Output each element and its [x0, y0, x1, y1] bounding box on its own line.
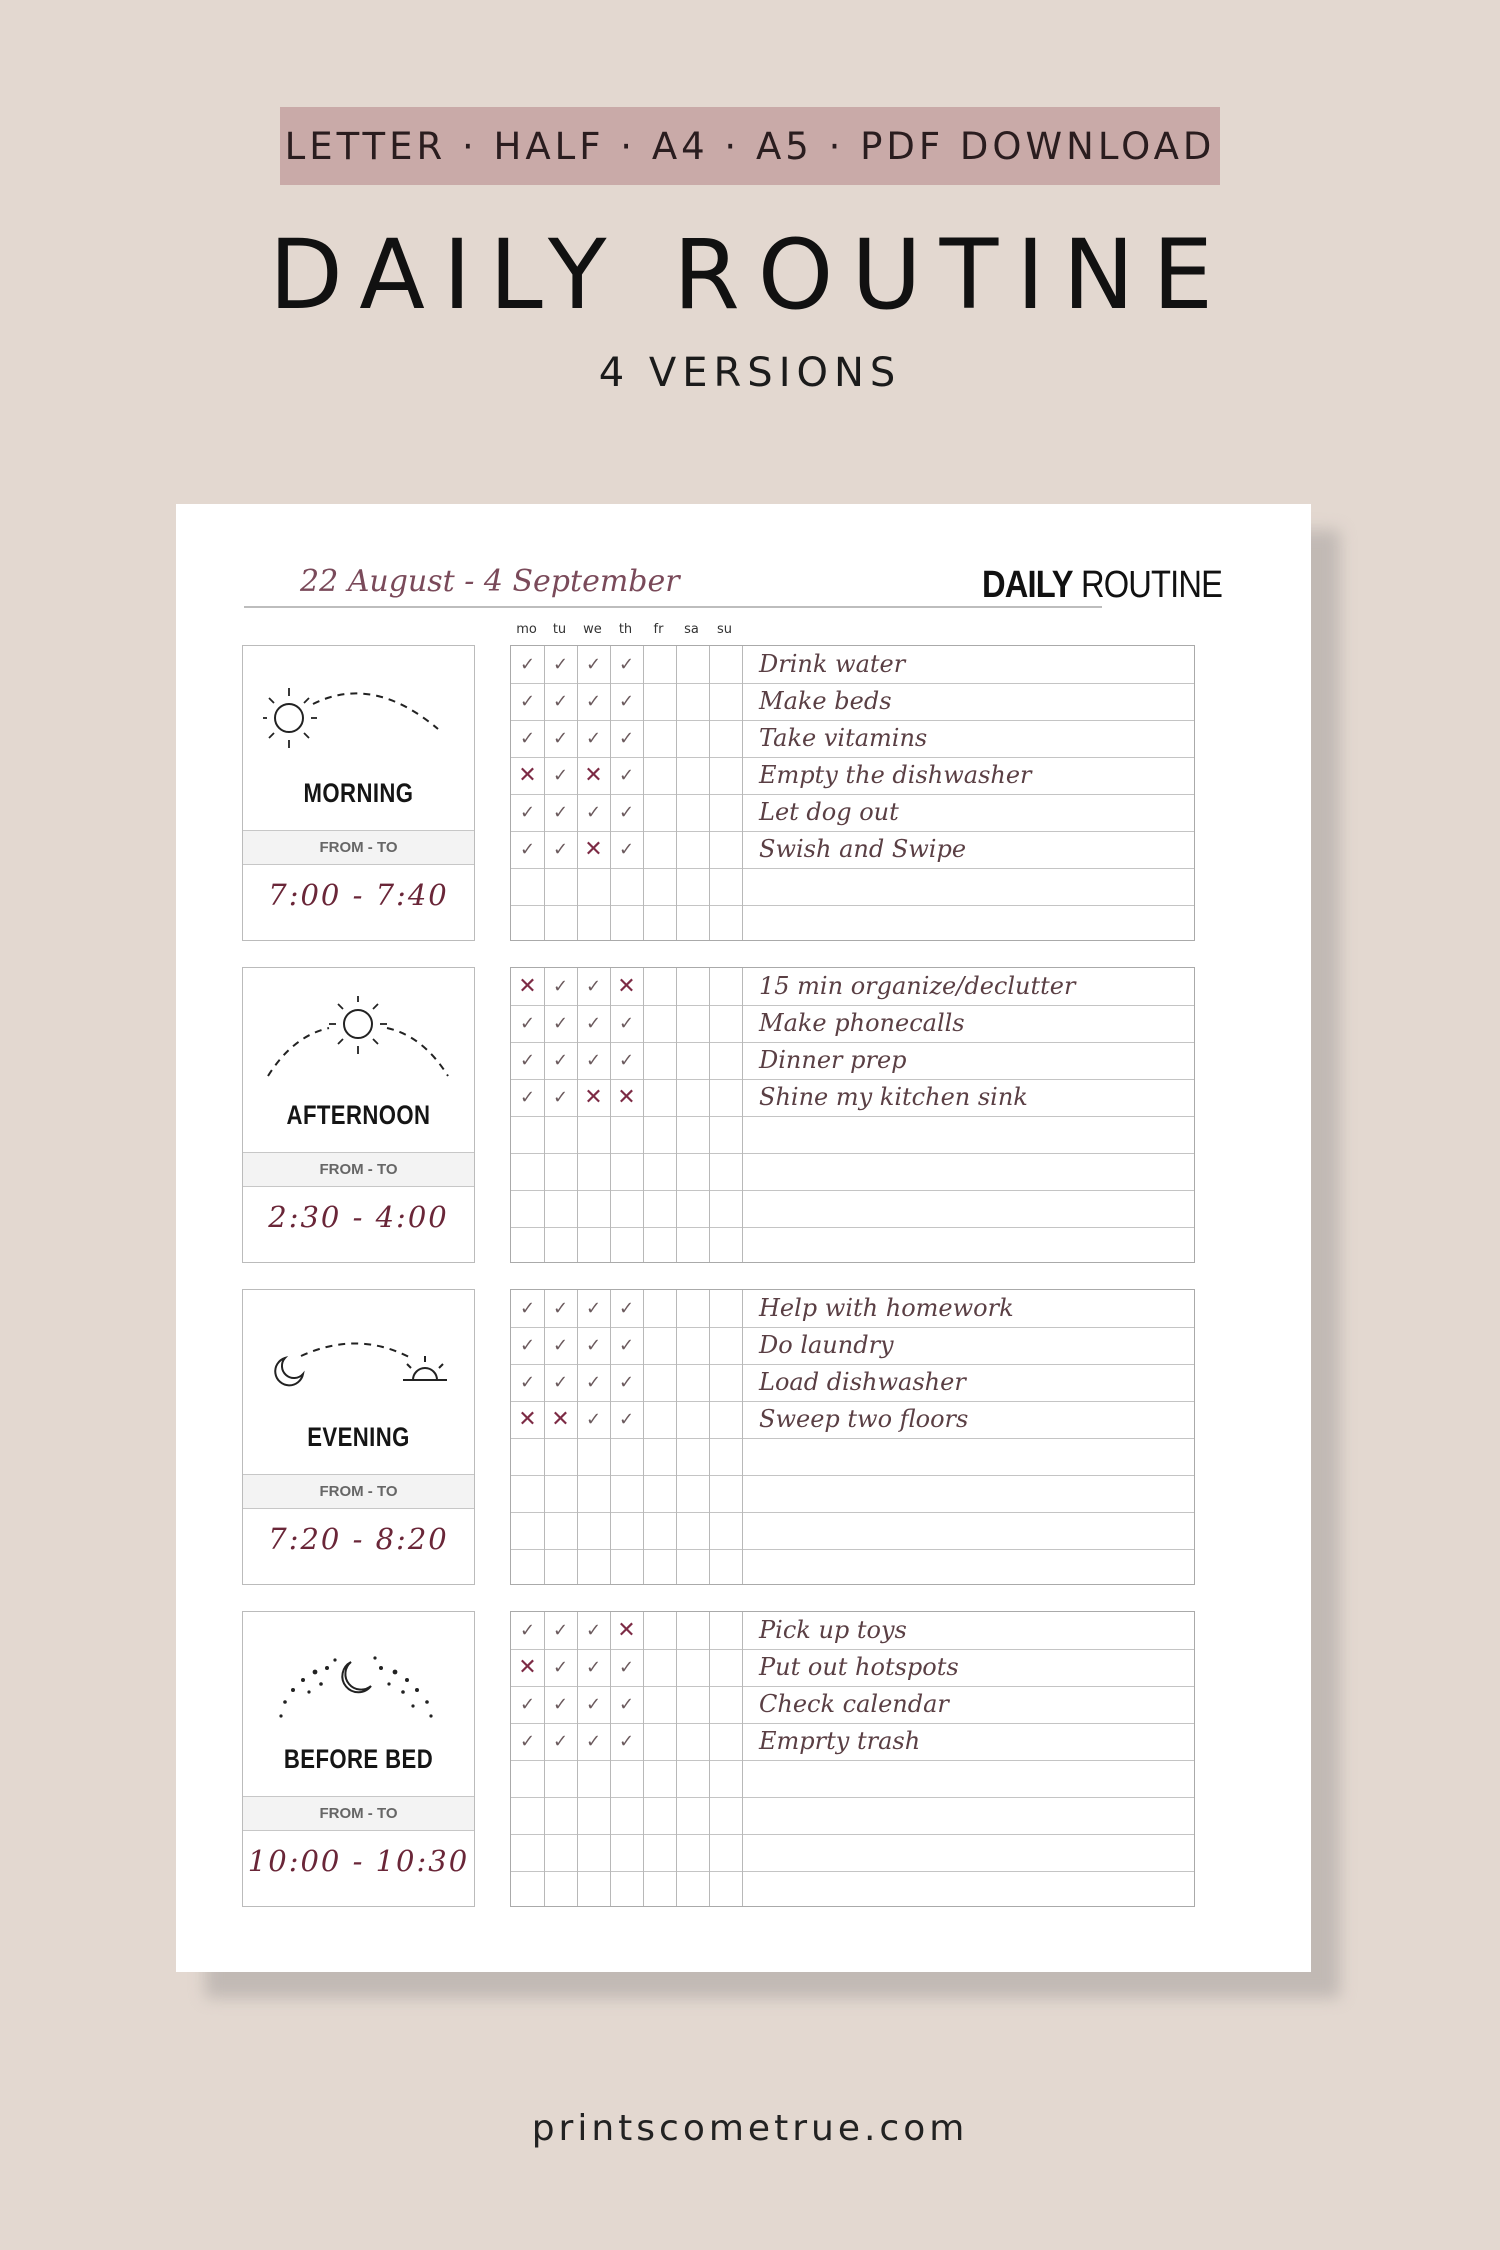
check-mark-icon[interactable]: ✓ [552, 1050, 569, 1071]
check-mark-icon[interactable]: ✓ [585, 1013, 602, 1034]
planner-sheet [176, 504, 1311, 1972]
check-mark-icon[interactable]: ✓ [519, 1298, 536, 1319]
page-subtitle: 4 VERSIONS [598, 350, 902, 396]
check-mark-icon[interactable]: ✓ [585, 1409, 602, 1430]
check-mark-icon[interactable]: ✓ [519, 654, 536, 675]
check-mark-icon[interactable]: ✓ [552, 1087, 569, 1108]
check-mark-icon[interactable]: ✓ [618, 1657, 635, 1678]
checklist-grid-evening [510, 1289, 1195, 1585]
x-mark-icon[interactable]: ✕ [584, 837, 603, 862]
check-mark-icon[interactable]: ✓ [552, 1731, 569, 1752]
task-row [511, 1327, 1194, 1364]
moon-stars-icon [263, 1640, 453, 1730]
grid-row-line [511, 1116, 1194, 1117]
sheet-title-bold: DAILY [982, 564, 1073, 606]
check-mark-icon[interactable]: ✓ [585, 1620, 602, 1641]
x-mark-icon[interactable]: ✕ [518, 974, 537, 999]
check-mark-icon[interactable]: ✓ [618, 1409, 635, 1430]
task-text: Empty the dishwasher [759, 761, 1032, 789]
task-text: Help with homework [759, 1294, 1014, 1322]
task-text: Dinner prep [759, 1046, 907, 1074]
x-mark-icon[interactable]: ✕ [518, 1407, 537, 1432]
check-mark-icon[interactable]: ✓ [552, 691, 569, 712]
grid-row-line [511, 905, 1194, 906]
task-text: Make phonecalls [759, 1009, 965, 1037]
time-range: 10:00 - 10:30 [247, 1844, 470, 1878]
checklist-grid-before-bed [510, 1611, 1195, 1907]
grid-row-line [511, 1190, 1194, 1191]
task-text: Drink water [759, 650, 906, 678]
task-text: Sweep two floors [759, 1405, 969, 1433]
task-row [511, 831, 1194, 868]
task-row [511, 968, 1194, 1005]
from-to-label: FROM - TO [243, 1796, 474, 1831]
task-text: Take vitamins [759, 724, 928, 752]
grid-row-line [511, 1512, 1194, 1513]
format-banner [280, 107, 1220, 185]
page-title: DAILY ROUTINE [268, 219, 1232, 331]
task-text: Load dishwasher [759, 1368, 966, 1396]
from-to-label: FROM - TO [243, 1474, 474, 1509]
grid-row-line [511, 1438, 1194, 1439]
check-mark-icon[interactable]: ✓ [519, 839, 536, 860]
section-card-before-bed [242, 1611, 475, 1907]
section-card-morning [242, 645, 475, 941]
check-mark-icon[interactable]: ✓ [618, 765, 635, 786]
task-text: Pick up toys [759, 1616, 907, 1644]
check-mark-icon[interactable]: ✓ [618, 1298, 635, 1319]
time-range: 7:00 - 7:40 [268, 878, 449, 912]
check-mark-icon[interactable]: ✓ [618, 1731, 635, 1752]
section-label: BEFORE BED [283, 1744, 434, 1774]
section-card-afternoon [242, 967, 475, 1263]
task-row [511, 1649, 1194, 1686]
x-mark-icon[interactable]: ✕ [518, 763, 537, 788]
day-label-we: we [583, 622, 602, 637]
check-mark-icon[interactable]: ✓ [519, 1050, 536, 1071]
check-mark-icon[interactable]: ✓ [585, 654, 602, 675]
sunrise-icon [263, 674, 453, 764]
format-banner-text: LETTER · HALF · A4 · A5 · PDF DOWNLOAD [284, 124, 1216, 168]
check-mark-icon[interactable]: ✓ [552, 1013, 569, 1034]
task-row [511, 1723, 1194, 1760]
check-mark-icon[interactable]: ✓ [585, 1050, 602, 1071]
check-mark-icon[interactable]: ✓ [519, 1087, 536, 1108]
task-text: Check calendar [759, 1690, 949, 1718]
check-mark-icon[interactable]: ✓ [519, 1372, 536, 1393]
day-label-mo: mo [516, 622, 537, 637]
check-mark-icon[interactable]: ✓ [618, 802, 635, 823]
grid-row-line [511, 1153, 1194, 1154]
task-text: Do laundry [759, 1331, 894, 1359]
grid-row-line [511, 1549, 1194, 1550]
from-to-label: FROM - TO [243, 830, 474, 865]
check-mark-icon[interactable]: ✓ [552, 1694, 569, 1715]
day-label-tu: tu [552, 622, 567, 637]
task-text: Emprty trash [759, 1727, 921, 1755]
check-mark-icon[interactable]: ✓ [552, 1335, 569, 1356]
check-mark-icon[interactable]: ✓ [552, 654, 569, 675]
task-text: 15 min organize/declutter [759, 972, 1076, 1000]
check-mark-icon[interactable]: ✓ [519, 802, 536, 823]
task-text: Shine my kitchen sink [759, 1083, 1028, 1111]
check-mark-icon[interactable]: ✓ [618, 839, 635, 860]
section-label: AFTERNOON [286, 1100, 431, 1130]
grid-row-line [511, 1797, 1194, 1798]
grid-row-line [511, 868, 1194, 869]
check-mark-icon[interactable]: ✓ [618, 654, 635, 675]
day-label-th: th [618, 622, 633, 637]
check-mark-icon[interactable]: ✓ [552, 1657, 569, 1678]
grid-row-line [511, 1834, 1194, 1835]
checklist-grid-morning [510, 645, 1195, 941]
task-text: Make beds [759, 687, 892, 715]
day-label-sa: sa [684, 622, 699, 637]
x-mark-icon[interactable]: ✕ [617, 1085, 636, 1110]
check-mark-icon[interactable]: ✓ [519, 1731, 536, 1752]
task-row [511, 1364, 1194, 1401]
check-mark-icon[interactable]: ✓ [552, 802, 569, 823]
check-mark-icon[interactable]: ✓ [618, 728, 635, 749]
grid-row-line [511, 1227, 1194, 1228]
midday-sun-icon [263, 996, 453, 1086]
time-range: 2:30 - 4:00 [268, 1200, 449, 1234]
x-mark-icon[interactable]: ✕ [551, 1407, 570, 1432]
check-mark-icon[interactable]: ✓ [618, 1694, 635, 1715]
check-mark-icon[interactable]: ✓ [552, 1620, 569, 1641]
task-row [511, 794, 1194, 831]
x-mark-icon[interactable]: ✕ [584, 1085, 603, 1110]
task-row [511, 1290, 1194, 1327]
task-row [511, 683, 1194, 720]
day-headers [510, 622, 750, 642]
check-mark-icon[interactable]: ✓ [618, 1335, 635, 1356]
day-label-fr: fr [653, 622, 664, 637]
check-mark-icon[interactable]: ✓ [519, 691, 536, 712]
task-text: Swish and Swipe [759, 835, 967, 863]
check-mark-icon[interactable]: ✓ [585, 1335, 602, 1356]
day-label-su: su [716, 622, 732, 637]
x-mark-icon[interactable]: ✕ [518, 1655, 537, 1680]
x-mark-icon[interactable]: ✕ [617, 974, 636, 999]
check-mark-icon[interactable]: ✓ [585, 728, 602, 749]
check-mark-icon[interactable]: ✓ [552, 839, 569, 860]
grid-row-line [511, 1760, 1194, 1761]
task-row [511, 1079, 1194, 1116]
check-mark-icon[interactable]: ✓ [585, 1298, 602, 1319]
check-mark-icon[interactable]: ✓ [519, 1013, 536, 1034]
sunset-moon-icon [263, 1318, 453, 1408]
task-row [511, 1401, 1194, 1438]
x-mark-icon[interactable]: ✕ [584, 763, 603, 788]
task-row [511, 720, 1194, 757]
check-mark-icon[interactable]: ✓ [552, 728, 569, 749]
check-mark-icon[interactable]: ✓ [618, 1013, 635, 1034]
x-mark-icon[interactable]: ✕ [617, 1618, 636, 1643]
check-mark-icon[interactable]: ✓ [519, 1335, 536, 1356]
task-row [511, 1042, 1194, 1079]
check-mark-icon[interactable]: ✓ [585, 1372, 602, 1393]
check-mark-icon[interactable]: ✓ [552, 765, 569, 786]
check-mark-icon[interactable]: ✓ [618, 1372, 635, 1393]
check-mark-icon[interactable]: ✓ [552, 976, 569, 997]
task-row [511, 1005, 1194, 1042]
task-row [511, 646, 1194, 683]
task-text: Let dog out [759, 798, 899, 826]
from-to-label: FROM - TO [243, 1152, 474, 1187]
check-mark-icon[interactable]: ✓ [585, 1694, 602, 1715]
task-row [511, 1612, 1194, 1649]
task-row [511, 1686, 1194, 1723]
task-row [511, 757, 1194, 794]
section-label: MORNING [303, 778, 414, 808]
sheet-title-regular: ROUTINE [1072, 564, 1223, 606]
task-text: Put out hotspots [759, 1653, 959, 1681]
section-label: EVENING [307, 1422, 410, 1452]
grid-row-line [511, 1475, 1194, 1476]
check-mark-icon[interactable]: ✓ [585, 976, 602, 997]
check-mark-icon[interactable]: ✓ [585, 1657, 602, 1678]
date-underline [244, 606, 1102, 608]
check-mark-icon[interactable]: ✓ [552, 1298, 569, 1319]
check-mark-icon[interactable]: ✓ [585, 802, 602, 823]
check-mark-icon[interactable]: ✓ [519, 728, 536, 749]
check-mark-icon[interactable]: ✓ [552, 1372, 569, 1393]
grid-row-line [511, 1871, 1194, 1872]
checklist-grid-afternoon [510, 967, 1195, 1263]
check-mark-icon[interactable]: ✓ [519, 1620, 536, 1641]
footer-url: printscometrue.com [531, 2108, 969, 2149]
time-range: 7:20 - 8:20 [268, 1522, 449, 1556]
check-mark-icon[interactable]: ✓ [585, 1731, 602, 1752]
check-mark-icon[interactable]: ✓ [585, 691, 602, 712]
sheet-title [982, 564, 1222, 607]
check-mark-icon[interactable]: ✓ [618, 1050, 635, 1071]
date-range: 22 August - 4 September [300, 564, 680, 599]
check-mark-icon[interactable]: ✓ [618, 691, 635, 712]
section-card-evening [242, 1289, 475, 1585]
check-mark-icon[interactable]: ✓ [519, 1694, 536, 1715]
